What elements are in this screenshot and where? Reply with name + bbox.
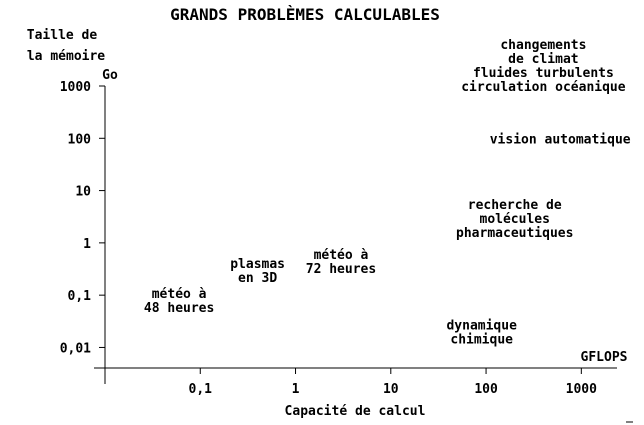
annotation <box>144 287 214 316</box>
annotation-label: molécules <box>479 211 550 227</box>
annotation-label: en 3D <box>238 271 278 287</box>
x-axis-unit: GFLOPS <box>580 350 628 365</box>
x-tick-label: 0,1 <box>188 382 213 397</box>
annotation-label: météo à <box>151 287 207 303</box>
annotation <box>461 38 626 95</box>
annotation-label: météo à <box>313 248 369 264</box>
chart-title: GRANDS PROBLÈMES CALCULABLES <box>170 5 440 24</box>
y-axis-label-line-2: la mémoire <box>26 49 106 64</box>
annotation-label: circulation océanique <box>461 80 626 96</box>
annotation-label: recherche de <box>467 197 562 213</box>
annotation-label: 48 heures <box>143 301 215 317</box>
annotation-label: pharmaceutiques <box>456 225 574 241</box>
x-axis-label: Capacité de calcul <box>284 404 426 419</box>
x-tick-label: 10 <box>382 382 399 397</box>
x-ticks <box>189 368 598 397</box>
y-tick-label: 10 <box>75 184 91 200</box>
y-axis-label-line-1: Taille de <box>26 28 98 43</box>
annotation-label: 72 heures <box>305 262 377 278</box>
y-tick-label: 100 <box>67 132 91 148</box>
annotation-label: fluides turbulents <box>472 66 614 82</box>
annotation <box>456 198 573 241</box>
annotation-label: plasmas <box>230 257 286 273</box>
y-axis-unit: Go <box>102 68 118 83</box>
annotation-label: changements <box>500 38 587 54</box>
annotation <box>490 132 631 147</box>
annotation <box>306 248 376 277</box>
x-tick-label: 1 <box>291 382 300 397</box>
annotations <box>144 38 631 348</box>
annotation <box>230 257 285 286</box>
x-tick-label: 1000 <box>565 382 597 397</box>
annotation <box>446 319 517 348</box>
y-tick-label: 1 <box>83 236 91 252</box>
annotation-label: de climat <box>508 52 579 68</box>
y-tick-label: 0,1 <box>67 289 91 305</box>
x-tick-label: 100 <box>474 382 498 397</box>
annotation-label: chimique <box>450 332 514 348</box>
annotation-label: dynamique <box>446 318 517 334</box>
y-tick-label: 0,01 <box>59 341 91 357</box>
y-ticks <box>60 80 105 356</box>
y-tick-label: 1000 <box>59 80 91 95</box>
annotation-label: vision automatique <box>489 132 631 148</box>
